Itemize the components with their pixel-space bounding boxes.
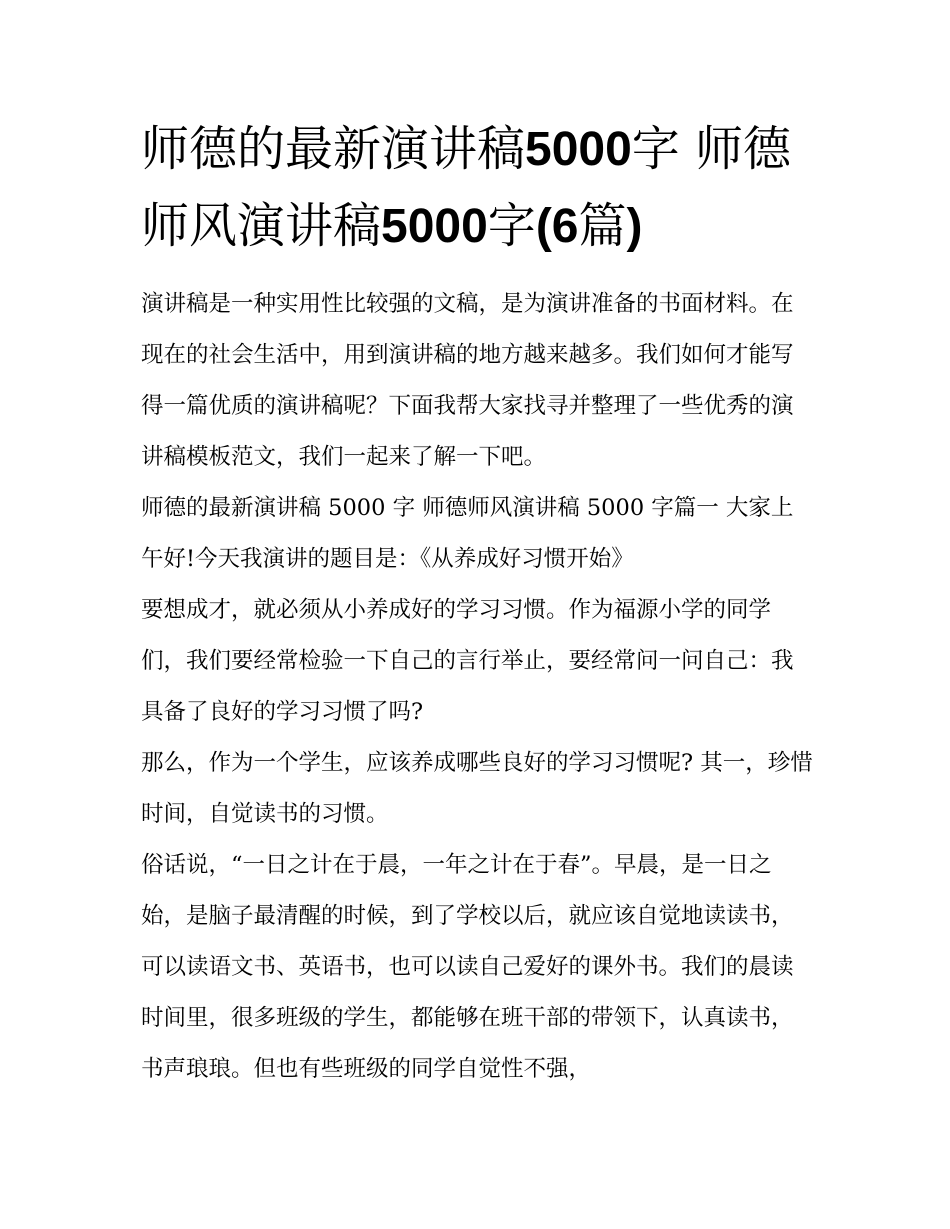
document-body — [141, 111, 813, 1095]
title-part: 字 — [487, 198, 536, 254]
document-title — [141, 111, 813, 265]
title-part: ) — [626, 200, 643, 253]
title-part: (6 — [535, 200, 579, 253]
body-paragraph: 俗话说，“一日之计在于晨，一年之计在于春”。早晨，是一日之始，是脑子最清醒的时候，到了学校以后，就应该自觉地读读书，可以读语文书、英语书，也可以读自己爱好的课外书。我们的晨读时间里，很多班级的学生，都能够在班干部的带领下，认真读书，书声琅琅。但也有些班级的同学自觉性不强， — [141, 852, 794, 1082]
body-paragraph: 要想成才，就必须从小养成好的学习习惯。作为福源小学的同学们，我们要经常检验一下自己的言行举止，要经常问一问自己：我具备了良好的学习习惯了吗? — [141, 597, 794, 725]
title-part: 5000 — [381, 200, 488, 253]
title-part: 5000 — [525, 123, 632, 176]
body-paragraph: 那么，作为一个学生，应该养成哪些良好的学习习惯呢? 其一，珍惜时间，自觉读书的习惯。 — [141, 750, 813, 827]
title-part: 篇 — [578, 198, 627, 254]
title-part: 字 师德师风演讲稿 — [141, 121, 792, 254]
intro-paragraph: 演讲稿是一种实用性比较强的文稿，是为演讲准备的书面材料。在现在的社会生活中，用到演讲稿的地方越来越多。我们如何才能写得一篇优质的演讲稿呢？下面我帮大家找寻并整理了一些优秀的演讲稿模板范文，我们一起来了解一下吧。 — [141, 291, 794, 470]
title-part: 师德的最新演讲稿 — [141, 121, 526, 177]
section-heading-paragraph: 师德的最新演讲稿 5000 字 师德师风演讲稿 5000 字篇一 大家上午好!今天我演讲的题目是：《从养成好习惯开始》 — [141, 495, 794, 572]
